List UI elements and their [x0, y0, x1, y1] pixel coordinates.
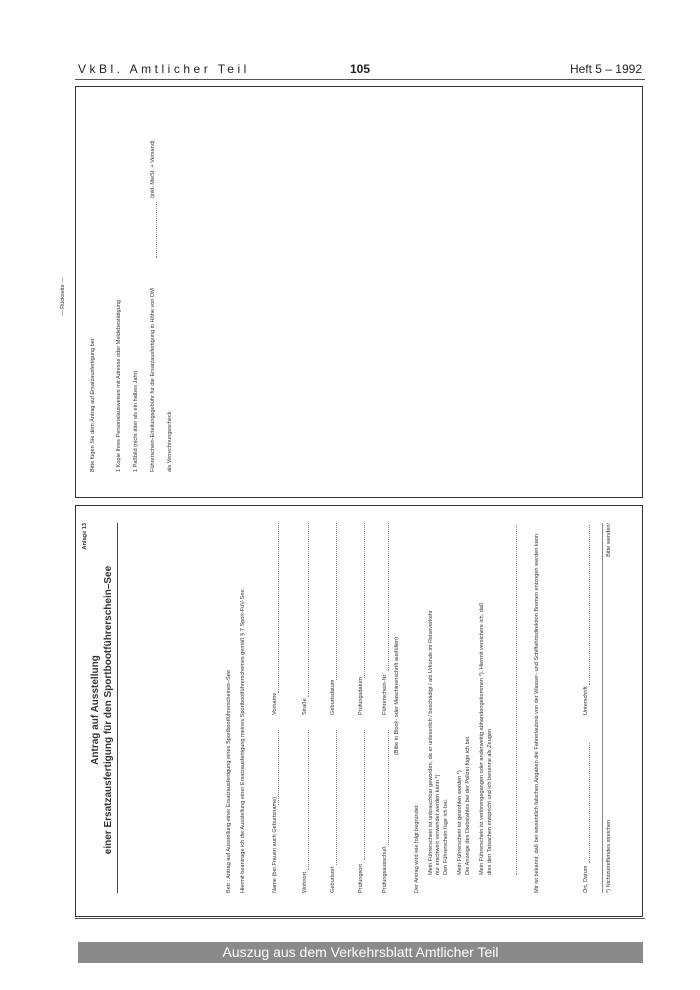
annex-label: Anlage 13	[82, 523, 88, 550]
fee-suffix: (inkl. MwSt. + Versand)	[150, 140, 156, 198]
fee-blank	[156, 202, 157, 258]
exam-date-field[interactable]	[364, 523, 365, 678]
field-label: Prüfungsausschuß	[382, 846, 388, 893]
field-label: Geburtsdatum	[330, 679, 336, 715]
title-rule	[117, 523, 118, 893]
field-label: Prüfungsdatum	[358, 677, 364, 715]
committee-field[interactable]	[388, 730, 389, 845]
witness-field[interactable]	[516, 525, 517, 875]
back-item: als Verrechnungsscheck	[167, 411, 173, 472]
back-side-label: — Rückseite —	[60, 277, 66, 316]
name-field[interactable]	[278, 730, 279, 805]
form-title: Antrag auf Ausstellung	[90, 655, 101, 765]
request-text: Hiermit beantrage ich die Ausstellung einer Ersatzausfertigung meines Sportbootführerscheines gemäß § 7 Sport-FüV-See.	[240, 587, 246, 893]
subject-line: Betr.: Antrag auf Ausstellung einer Ersatzausfertigung eines Sportbootführerscheines–See	[226, 670, 232, 893]
reason: dies den Tatsachen entspricht und ich benenne als Zeugen	[487, 728, 493, 875]
signature-label: Unterschrift	[583, 686, 589, 715]
field-label: Name (bei Frauen auch Geburtsname)	[272, 796, 278, 893]
footer-rule	[75, 918, 645, 919]
birthplace-field[interactable]	[336, 730, 337, 865]
form-subtitle: einer Ersatzausfertigung für den Sportbootführerschein–See	[103, 565, 114, 855]
block-note: (Bitte in Block- oder Maschinenschrift ausfüllen)	[394, 636, 400, 755]
city-field[interactable]	[308, 730, 309, 870]
back-item: Führerschein-Erteilungsgebühr für die Ersatzausfertigung in Höhe von DM	[150, 288, 156, 472]
back-intro: Bitte fügen Sie dem Antrag auf Ersatzausfertigung bei:	[90, 337, 96, 472]
back-item: 1 Kopie Ihres Personalausweises mit Adresse oder Meldebestätigung	[116, 300, 122, 472]
field-label: Straße	[302, 698, 308, 715]
reason-intro: Der Antrag wird wie folgt begründet:	[414, 804, 420, 893]
reason: Mein Führerschein ist verlorengegangen oder anderweitig abhandengekommen *). Hiermit versichere ich, daß	[479, 602, 485, 875]
street-field[interactable]	[308, 523, 309, 697]
reason: Die Anzeige des Diebstahles bei der Polizei füge ich bei.	[465, 735, 471, 875]
reason: nur erschwert verwendet werden kann *)	[435, 774, 441, 875]
birthdate-field[interactable]	[336, 523, 337, 680]
place-date-field[interactable]	[589, 743, 590, 863]
license-number-field[interactable]	[388, 523, 389, 671]
journal-title: VkBl. Amtlicher Teil	[78, 62, 250, 76]
reason: Mein Führerschein ist gestohlen worden *)	[457, 770, 463, 875]
back-side-box	[60, 86, 643, 498]
footnote: *) Nichtzutreffendes streichen	[606, 819, 612, 893]
reason: Den Führerschein füge ich bei.	[443, 798, 449, 875]
footer-banner: Auszug aus dem Verkehrsblatt Amtlicher Teil	[78, 942, 643, 963]
turn-page-note: Bitte wenden!	[606, 523, 612, 557]
first-name-field[interactable]	[278, 523, 279, 693]
exam-place-field[interactable]	[364, 730, 365, 860]
footnote-rule	[602, 523, 603, 893]
place-date-label: Ort, Datum	[583, 865, 589, 893]
header-rule	[75, 79, 645, 80]
application-form-rotated	[76, 505, 644, 915]
issue-label: Heft 5 – 1992	[569, 62, 642, 76]
field-label: Vorname	[272, 692, 278, 715]
application-form-box	[75, 505, 643, 917]
reason: Mein Führerschein ist unbrauchbar geworden, da er unleserlich / beschädigt / als Urkunde im Reiseverkehr	[428, 610, 434, 875]
page-number: 105	[349, 62, 371, 76]
notice-text: Mir ist bekannt, daß bei wissentlich falschen Angaben die Fahrerlaubnis von der Wasser- und Schiffahrtsdirektion Bremen entzogen werden kann.	[534, 532, 540, 893]
field-label: Wohnort	[302, 871, 308, 893]
back-item: 1 Paßbild (nicht älter als ein halbes Jahr)	[133, 370, 139, 472]
field-label: Geburtsort	[330, 866, 336, 893]
field-label: Führerschein-Nr.	[382, 673, 388, 715]
field-label: Prüfungsort	[358, 864, 364, 893]
signature-field[interactable]	[589, 525, 590, 685]
back-side-rotated	[60, 86, 644, 496]
